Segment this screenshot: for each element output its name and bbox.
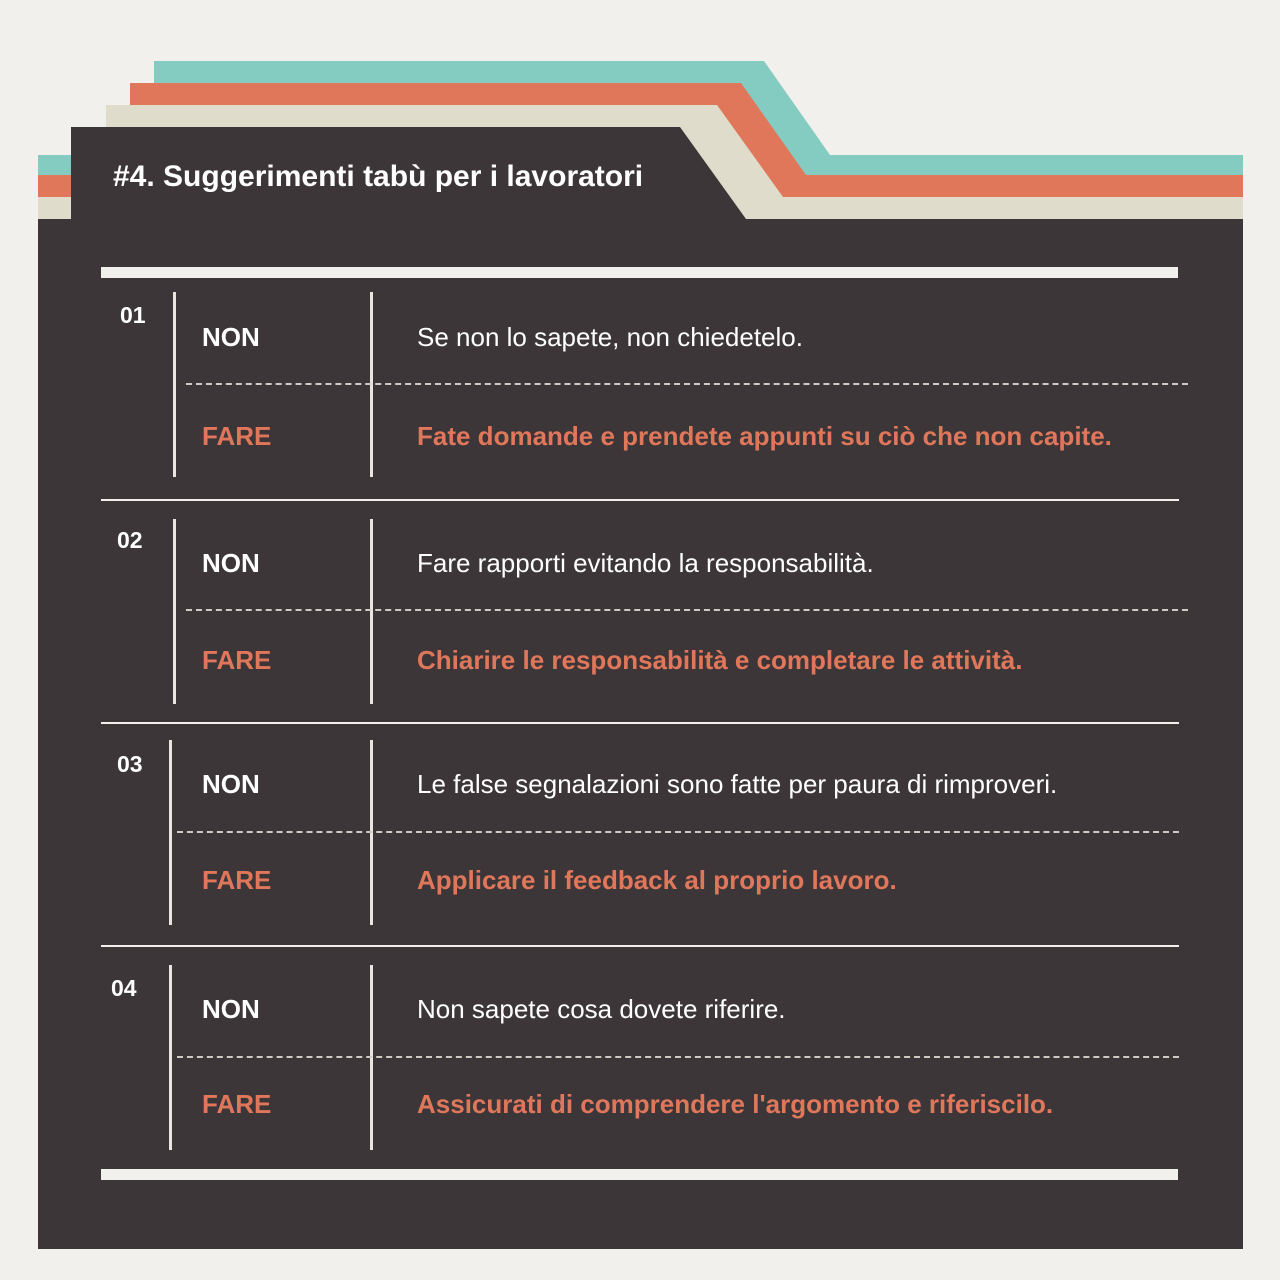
item-number: 03 [117, 751, 143, 777]
bottom-border-bar [101, 1169, 1178, 1180]
dashed-divider [177, 1056, 1179, 1058]
non-label: NON [202, 322, 260, 352]
fare-text: Fate domande e prendete appunti su ciò che non capite. [417, 421, 1112, 451]
list-item [0, 740, 1280, 930]
top-border-bar [101, 267, 1178, 278]
fare-text: Applicare il feedback al proprio lavoro. [417, 865, 897, 895]
non-text: Le false segnalazioni sono fatte per paura di rimproveri. [417, 769, 1058, 799]
fare-text: Assicurati di comprendere l'argomento e riferiscilo. [417, 1089, 1054, 1119]
fare-label: FARE [202, 1089, 272, 1119]
list-item [0, 292, 1280, 482]
column-divider-left [169, 965, 172, 1150]
page-title: #4. Suggerimenti tabù per i lavoratori [113, 160, 644, 193]
non-label: NON [202, 994, 260, 1024]
item-number: 04 [111, 975, 137, 1001]
list-item [0, 965, 1280, 1155]
row-separator [101, 499, 1179, 501]
fare-label: FARE [202, 865, 272, 895]
column-divider-left [173, 292, 176, 477]
non-label: NON [202, 769, 260, 799]
non-text: Fare rapporti evitando la responsabilità. [417, 548, 874, 578]
dashed-divider [186, 609, 1188, 611]
fare-label: FARE [202, 645, 272, 675]
dashed-divider [177, 831, 1179, 833]
non-text: Non sapete cosa dovete riferire. [417, 994, 786, 1024]
row-separator [101, 722, 1179, 724]
fare-text: Chiarire le responsabilità e completare le attività. [417, 645, 1023, 675]
column-divider-left [173, 519, 176, 704]
item-number: 01 [120, 302, 146, 328]
non-label: NON [202, 548, 260, 578]
row-separator [101, 945, 1179, 947]
list-item [0, 519, 1280, 709]
column-divider-right [370, 519, 373, 704]
item-number: 02 [117, 527, 143, 553]
non-text: Se non lo sapete, non chiedetelo. [417, 322, 803, 352]
column-divider-left [169, 740, 172, 925]
fare-label: FARE [202, 421, 272, 451]
dashed-divider [186, 383, 1188, 385]
